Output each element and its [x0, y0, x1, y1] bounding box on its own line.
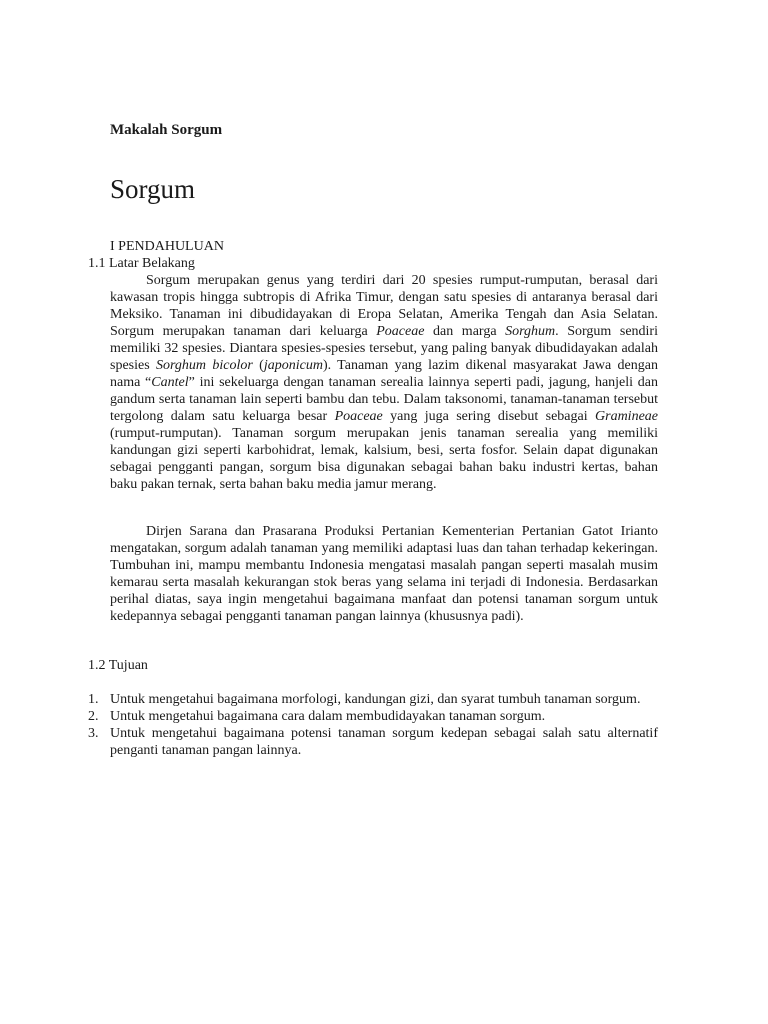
section-number: 1.2 [88, 658, 106, 673]
list-item-number: 2. [88, 709, 99, 724]
section-title: Latar Belakang [109, 256, 195, 271]
italic-term: Sorghum [505, 324, 556, 339]
list-item-text: Untuk mengetahui bagaimana cara dalam membudidayakan tanaman sorgum. [110, 709, 546, 724]
list-item-number: 1. [88, 692, 99, 707]
paragraph-dirjen: Dirjen Sarana dan Prasarana Produksi Pertanian Kementerian Pertanian Gatot Irianto mengatakan, sorgum adalah tanaman yang memiliki adaptasi luas dan tahan terhadap kekeringan. Tumbuhan ini, mampu membantu Indonesia mengatasi masalah pangan seperti masalah musim kemarau serta masalah kekurangan stok beras yang selama ini terjadi di Indonesia. Berdasarkan perihal diatas, saya ingin mengetahui bagaimana manfaat dan potensi tanaman sorgum untuk kedepannya sebagai pengganti tanaman pangan lainnya (khususnya padi). [110, 524, 658, 624]
section-heading-tujuan [88, 657, 148, 674]
section-title: Tujuan [108, 658, 148, 673]
list-item [88, 708, 658, 725]
document-title: Makalah Sorgum [110, 122, 223, 138]
paragraph-text: Sorgum merupakan genus yang terdiri dari 20 spesies rumput-rumputan, berasal dari kawasan tropis hingga subtropis di Afrika Timur, dengan satu spesies di antaranya berasal dari Meksiko. Tanaman ini dibudidayakan di Eropa Selatan, Amerika Tengah dan Asia Selatan. Sorgum merupakan tanaman dari keluarga [110, 273, 658, 339]
chapter-heading: I PENDAHULUAN [110, 239, 224, 254]
list-item-text: Untuk mengetahui bagaimana potensi tanaman sorgum kedepan sebagai salah satu alternatif penganti tanaman pangan lainnya. [110, 726, 658, 758]
list-item-number: 3. [88, 726, 99, 741]
italic-term: japonicum [263, 358, 323, 373]
section-number: 1.1 [88, 256, 106, 271]
paragraph-text: (rumput-rumputan). Tanaman sorgum merupakan jenis tanaman serealia yang memiliki kandungan gizi seperti karbohidrat, lemak, kalsium, besi, serta fosfor. Selain dapat digunakan sebagai pengganti pangan, sorgum bisa digunakan sebagai bahan baku industri kertas, bahan baku pakan ternak, serta bahan baku media jamur merang. [110, 426, 658, 492]
italic-term: Poaceae [376, 324, 425, 339]
paragraph-text: ” ini sekeluarga dengan tanaman serealia lainnya seperti padi, jagung, hanjeli dan gandum serta tanaman lain seperti bambu dan tebu. Dalam taksonomi, tanaman-tanaman tersebut tergolong dalam satu keluarga besar [110, 375, 659, 424]
list-item [88, 691, 658, 708]
list-item [88, 725, 658, 759]
section-heading-latar-belakang [88, 255, 195, 272]
goals-list [88, 691, 658, 759]
paragraph-text: ( [252, 358, 264, 373]
paragraph-text: dan marga [424, 324, 506, 339]
paragraph-text: . Sorgum sendiri memiliki 32 spesies. Diantara spesies-spesies tersebut, yang paling banyak dibudidayakan adalah spesies [110, 324, 658, 373]
italic-term: Poaceae [334, 409, 383, 424]
italic-term: Sorghum bicolor [156, 358, 253, 373]
paragraph-text: yang juga sering disebut sebagai [382, 409, 596, 424]
paragraph-latar-belakang [110, 272, 658, 493]
paragraph-text: ). Tanaman yang lazim dikenal masyarakat Jawa dengan nama “ [110, 358, 658, 390]
italic-term: Gramineae [595, 409, 659, 424]
list-item-text: Untuk mengetahui bagaimana morfologi, kandungan gizi, dan syarat tumbuh tanaman sorgum. [110, 692, 641, 707]
page-heading: Sorgum [110, 174, 196, 204]
italic-term: Cantel [151, 375, 189, 390]
